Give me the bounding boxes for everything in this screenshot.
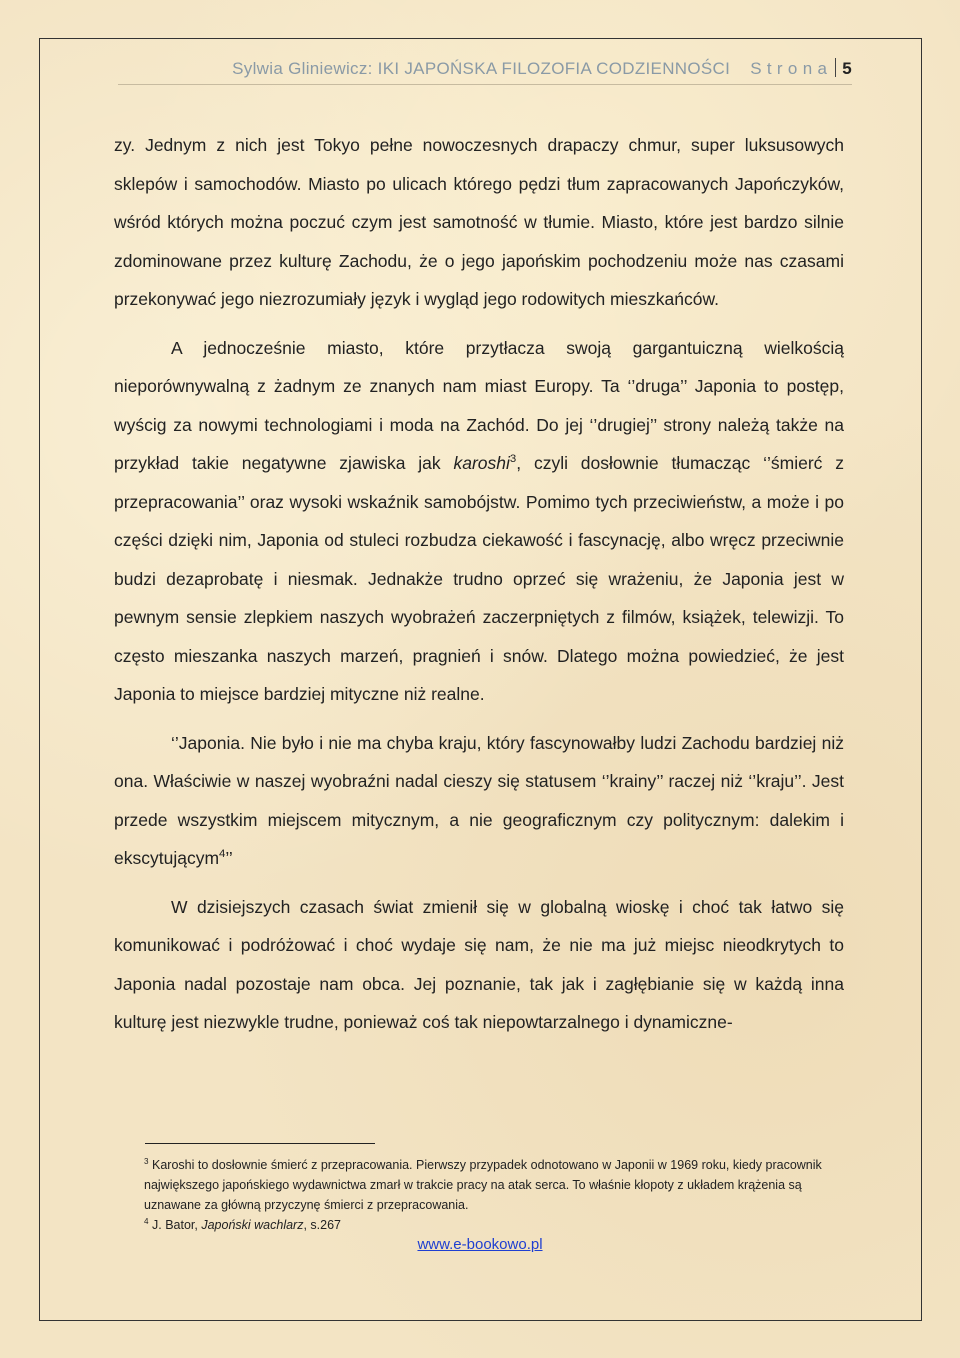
header-separator (835, 58, 836, 77)
karoshi-term: karoshi (453, 453, 510, 473)
footnote-ref-3[interactable]: 3 (509, 453, 517, 466)
footnotes (114, 1155, 844, 1235)
paragraph-1: zy. Jednym z nich jest Tokyo pełne nowoczesnych drapaczy chmur, super luksusowych sklepów i samochodów. Miasto po ulicach którego pędzi tłum zapracowanych Japończyków, wśród których można poczuć czym jest samotność w tłumie. Miasto, które jest bardzo silnie zdominowane przez kulturę Zachodu, że o jego japońskim pochodzeniu może nas czasami przekonywać jego niezrozumiały język i wygląd jego rodowitych mieszkańców. (114, 135, 844, 309)
footnote-4-title: Japoński wachlarz (201, 1218, 304, 1232)
body-text (114, 126, 844, 1042)
footnote-ref-4[interactable]: 4 (219, 848, 226, 861)
paragraph-4: W dzisiejszych czasach świat zmienił się w globalną wioskę i choć tak łatwo się komunikować i podróżować i choć wydaje się nam, że nie ma już miejsc nieodkrytych to Japonia nadal pozostaje nam obca. Jej poznanie, tak jak i zagłębianie się w każdą inna kulturę jest niezwykle trudne, ponieważ coś tak niepowtarzalnego i dynamiczne- (114, 896, 844, 1032)
header-title: Sylwia Gliniewicz: IKI JAPOŃSKA FILOZOFIA CODZIENNOŚCI (232, 59, 731, 78)
page-number: 5 (842, 59, 852, 78)
footnote-4-page: , s.267 (303, 1218, 342, 1232)
quote-text: ‘’Japonia. Nie było i nie ma chyba kraju, który fascynowałby ludzi Zachodu bardziej niż ona. Właściwie w naszej wyobraźni nadal cieszy się statusem ‘’krainy’’ raczej niż ‘’kraju’’. Jest przede wszystkim miejscem mitycznym, a nie geograficznym czy politycznym: dalekim i ekscytującym (114, 732, 844, 868)
footnote-3-number: 3 (144, 1156, 149, 1166)
footnote-4-author: J. Bator, (152, 1218, 202, 1232)
footnote-3-text: Karoshi to dosłownie śmierć z przepracowania. Pierwszy przypadek odnotowano w Japonii w 1969 roku, kiedy pracownik największego japońskiego wydawnictwa zmarł w trakcie pracy na atak serca. To właśnie kłopoty z układem krążenia są uznawane za główną przyczynę śmierci z przepracowania. (144, 1158, 822, 1212)
footnote-4-number: 4 (144, 1216, 149, 1226)
page-label: S t r o n a (750, 59, 828, 78)
footnote-3 (114, 1155, 844, 1215)
paragraph-3-quote (114, 724, 844, 878)
header-rule (118, 84, 852, 85)
paragraph-2-part-1: A jednocześnie miasto, które przytłacza swoją gargantuiczną wielkością nieporównywalną z żadnym ze znanych nam miast Europy. Ta ‘’druga’’ Japonia to postęp, wyścig za nowymi technologiami i moda na Zachód. Do jej ‘’drugiej’’ strony należą także na przykład takie negatywne zjawiska jak (114, 337, 844, 473)
page-header (40, 58, 852, 79)
website-link[interactable]: www.e-bookowo.pl (417, 1236, 543, 1253)
paragraph-2 (114, 329, 844, 714)
quote-close: ’’ (225, 848, 233, 868)
footnote-rule (145, 1143, 375, 1144)
footnote-4 (114, 1215, 844, 1235)
paragraph-2-part-2: , czyli dosłownie tłumacząc ‘’śmierć z przepracowania’’ oraz wysoki wskaźnik samobójstw. Pomimo tych przeciwieństw, a może i po części dzięki nim, Japonia od stuleci rozbudza ciekawość i fascynację, albo wręcz przeciwnie budzi dezaprobatę i niesmak. Jednakże trudno oprzeć się wrażeniu, że Japonia jest w pewnym sensie zlepkiem naszych wyobrażeń zaczerpniętych z filmów, książek, telewizji. To często mieszanka naszych marzeń, pragnień i snów. Dlatego można powiedzieć, że jest Japonia to miejsce bardziej mityczne niż realne. (114, 453, 844, 704)
